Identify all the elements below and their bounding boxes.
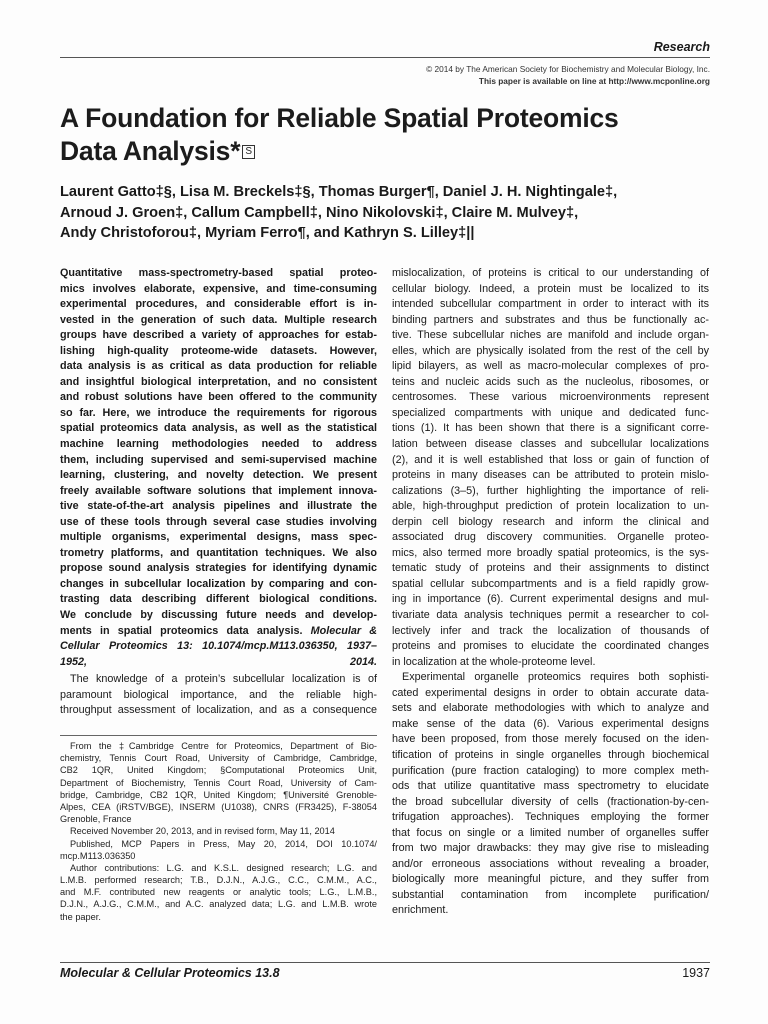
- footnote-line: Department of Biochemistry, Tennis Court Road, University of Cam-: [60, 777, 377, 788]
- copyright-line: © 2014 by The American Society for Biochemistry and Molecular Biology, Inc.: [426, 64, 710, 74]
- supplemental-material-icon[interactable]: S: [242, 145, 254, 159]
- body-line: in localization at the whole-proteome level.: [392, 655, 596, 668]
- abstract-line: propose sound analysis strategies for identifying dynamic: [60, 562, 377, 575]
- body-line: calizations (3–5), further highlighting the importance of reli-: [392, 484, 709, 497]
- abstract-line: and robust solutions have been offered to the community: [60, 391, 377, 404]
- footnote-line: L.M.B. performed research; T.B., D.J.N., A.J.G., C.C., C.M.M., A.C.,: [60, 875, 377, 886]
- abstract-line: machine learning methodologies needed to address: [60, 438, 377, 451]
- body-line: derpin cell biology research and inform the clinical and: [392, 515, 709, 528]
- footnote-line: Author contributions: L.G. and K.S.L. designed research; L.G. and: [70, 862, 377, 873]
- body-line: enrichment.: [392, 904, 449, 917]
- footnote-line: Published, MCP Papers in Press, May 20, 2014, DOI 10.1074/: [70, 838, 377, 849]
- citation-line: 1952, 2014.: [60, 655, 377, 668]
- body-line: cated experimental designs in order to obtain accurate data-: [392, 686, 709, 699]
- intro-line: throughput assessment of localization, and as a consequence: [60, 704, 377, 717]
- citation-line: Cellular Proteomics 13: 10.1074/mcp.M113.036350, 1937–: [60, 640, 377, 653]
- body-line: tification of proteins in single organelles through biochemical: [392, 748, 709, 761]
- abstract-final-text: ments in spatial proteomics data analysis.: [60, 624, 303, 637]
- abstract-line: use of these tools through several case studies involving: [60, 515, 377, 528]
- body-line: lipid bilayers, as well as macro-molecular complexes of pro-: [392, 360, 709, 373]
- availability-line: This paper is available on line at http://www.mcponline.org: [478, 76, 710, 86]
- body-line: trifugation approaches). Techniques employing the former: [392, 811, 709, 824]
- abstract-line: spatial proteomics data analysis, as well as the statistical: [60, 422, 377, 435]
- body-line: substantial contamination from incomplete purification/: [392, 888, 709, 901]
- body-line: tions (1). It has been shown that there is a significant corre-: [392, 422, 709, 435]
- intro-line: paramount biological importance, and the reliable high-: [60, 688, 377, 701]
- body-line: binding partners and substrates and thus be functionally ac-: [392, 313, 709, 326]
- citation-journal: Molecular &: [310, 624, 377, 637]
- author-line: Laurent Gatto‡§, Lisa M. Breckels‡§, Thomas Burger¶, Daniel J. H. Nightingale‡,: [60, 184, 618, 200]
- body-line: proteins and promises to elucidate the coordinated changes: [392, 640, 709, 653]
- abstract-line: Quantitative mass-spectrometry-based spatial proteo-: [60, 267, 377, 279]
- body-line: tivariate data analysis techniques permit a researcher to col-: [392, 609, 709, 622]
- body-line: proteins in many diseases can be attributed to protein mislo-: [392, 469, 709, 482]
- footnote-line: the paper.: [60, 911, 101, 922]
- author-list: [60, 182, 720, 244]
- footnote-line: Grenoble, France: [60, 814, 132, 825]
- footnote-line: chemistry, Tennis Court Road, University of Cambridge, Cambridge,: [60, 753, 377, 764]
- abstract-line: and insightful biological interpretation, and no consistent: [60, 375, 377, 388]
- body-line: tive. These subcellular niches are manifold and include organ-: [392, 329, 709, 342]
- title-line-1: A Foundation for Reliable Spatial Proteomics: [60, 103, 619, 133]
- body-line: spatial cellular subcompartments and is a field rapidly grow-: [392, 577, 709, 590]
- footnote-line: Alpes, CEA (iRSTV/BGE), INSERM (U1038), CNRS (FR3425), F-38054: [60, 801, 377, 812]
- paper-title: [60, 102, 720, 168]
- abstract-line: experimental procedures, and considerable effort is in-: [60, 298, 377, 311]
- abstract-line: learning, clustering, and novelty detection. We present: [60, 469, 377, 482]
- abstract: [60, 266, 377, 670]
- body-line: elles, which are physically isolated from the rest of the cell by: [392, 344, 709, 357]
- abstract-line: We conclude by discussing future needs and develop-: [60, 609, 377, 622]
- body-line: biologically more meaningful picture, and they suffer from: [392, 873, 709, 886]
- footnote-line: and M.F. contributed new reagents or analytic tools; L.G., L.M.B.,: [60, 887, 377, 898]
- body-line: mislocalization, of proteins is critical to our understanding of: [392, 267, 709, 279]
- body-line: ing in importance (6). Current experimental designs and mul-: [392, 593, 709, 606]
- abstract-line: tive state-of-the-art analysis pipelines and illustrate the: [60, 500, 377, 513]
- footnotes: [60, 740, 377, 923]
- body-line: have been proposed, from those merely focused on the iden-: [392, 733, 709, 746]
- footer-rule: [60, 962, 710, 963]
- abstract-line: vested in the generation of such data. Multiple research: [60, 313, 377, 326]
- abstract-line: freely available software solutions that implement innova-: [60, 484, 377, 497]
- abstract-line: [60, 624, 377, 640]
- body-line: (2), and it is well established that loss or gain of function of: [392, 453, 709, 466]
- title-line-2: [60, 135, 720, 168]
- header-rule: [60, 57, 710, 58]
- intro-paragraph: [60, 672, 377, 719]
- body-line: ods that utilize quantitative mass spectrometry to elucidate: [392, 780, 709, 793]
- footnote-line: CB2 1QR, United Kingdom; §Computational Proteomics Unit,: [60, 765, 377, 776]
- abstract-line: multiple organisms, experimental designs, mass spec-: [60, 531, 377, 544]
- body-line: and/or erroneous associations without revealing a broader,: [392, 857, 709, 870]
- abstract-line: mics involves elaborate, expensive, and time-consuming: [60, 282, 377, 295]
- abstract-line: changes in subcellular localization by comparing and con-: [60, 577, 377, 590]
- body-line: teins and nucleic acids such as the nucleolus, ribosomes, or: [392, 375, 709, 388]
- body-line: the broad subcellular diversity of cells (fractionation-by-cen-: [392, 795, 709, 808]
- body-line: intended subcellular compartment in order to interact with its: [392, 298, 709, 311]
- footnote-line: Received November 20, 2013, and in revised form, May 11, 2014: [70, 826, 335, 837]
- body-line: centrosomes. These various microenvironments represent: [392, 391, 709, 404]
- section-label: Research: [653, 40, 710, 54]
- footnote-rule: [60, 735, 377, 736]
- body-line: that focus on single or a limited number of organelles suffer: [392, 826, 709, 839]
- footnote-line: mcp.M113.036350: [60, 850, 136, 861]
- body-line: cellular biology. Indeed, a protein must be localized to its: [392, 282, 709, 295]
- abstract-line: them, including supervised and semi-supervised machine: [60, 453, 377, 466]
- copyright-notice: [426, 63, 710, 87]
- footnote-line: D.J.N., A.J.G., C.M.M., and A.C. analyzed data; L.G. and L.M.B. wrote: [60, 899, 377, 910]
- page-number: 1937: [682, 966, 710, 980]
- abstract-line: so far. Here, we introduce the requirements for rigorous: [60, 406, 377, 419]
- body-line: Experimental organelle proteomics requires both sophisti-: [402, 671, 709, 684]
- author-line: Andy Christoforou‡, Myriam Ferro¶, and Kathryn S. Lilley‡||: [60, 225, 475, 241]
- abstract-line: lishing high-quality proteome-wide datasets. However,: [60, 344, 377, 357]
- title-line-2-text: Data Analysis*: [60, 136, 241, 166]
- body-line: specialized compartments with unique and dedicated func-: [392, 406, 709, 419]
- abstract-line: data analysis is as critical as data production for reliable: [60, 360, 377, 373]
- footnote-line: From the ‡Cambridge Centre for Proteomics, Department of Bio-: [70, 741, 377, 751]
- journal-name: Molecular & Cellular Proteomics 13.8: [60, 966, 280, 980]
- body-line: from two major drawbacks: they may give rise to misleading: [392, 842, 709, 855]
- abstract-line: trometry platforms, and quantitation techniques. We also: [60, 546, 377, 559]
- body-line: purification (pure fraction cataloging) to more complex meth-: [392, 764, 709, 777]
- author-line: Arnoud J. Groen‡, Callum Campbell‡, Nino Nikolovski‡, Claire M. Mulvey‡,: [60, 204, 579, 221]
- footnote-line: bridge, Cambridge, CB2 1QR, United Kingdom; ¶Université Grenoble-: [60, 789, 377, 800]
- abstract-line: trasting data describing different biological conditions.: [60, 593, 377, 606]
- body-line: sets and elaborate methodologies with which to analyze and: [392, 702, 709, 715]
- intro-line: The knowledge of a protein’s subcellular localization is of: [70, 673, 377, 685]
- body-line: lectively infer and track the localization of thousands of: [392, 624, 709, 637]
- body-line: associated drug discovery communities. Organelle proteo-: [392, 531, 709, 544]
- body-line: mics, also termed more broadly spatial proteomics, is the sys-: [392, 546, 709, 559]
- body-line: make sense of the data (6). Various experimental designs: [392, 717, 709, 730]
- body-text-right: [392, 266, 709, 919]
- body-line: able, high-throughput prediction of protein localization to un-: [392, 500, 709, 513]
- abstract-line: groups have described a variety of approaches for estab-: [60, 329, 377, 342]
- body-line: tematic study of proteins and their assignments to distinct: [392, 562, 709, 575]
- body-line: lation between disease classes and subcellular localizations: [392, 438, 709, 451]
